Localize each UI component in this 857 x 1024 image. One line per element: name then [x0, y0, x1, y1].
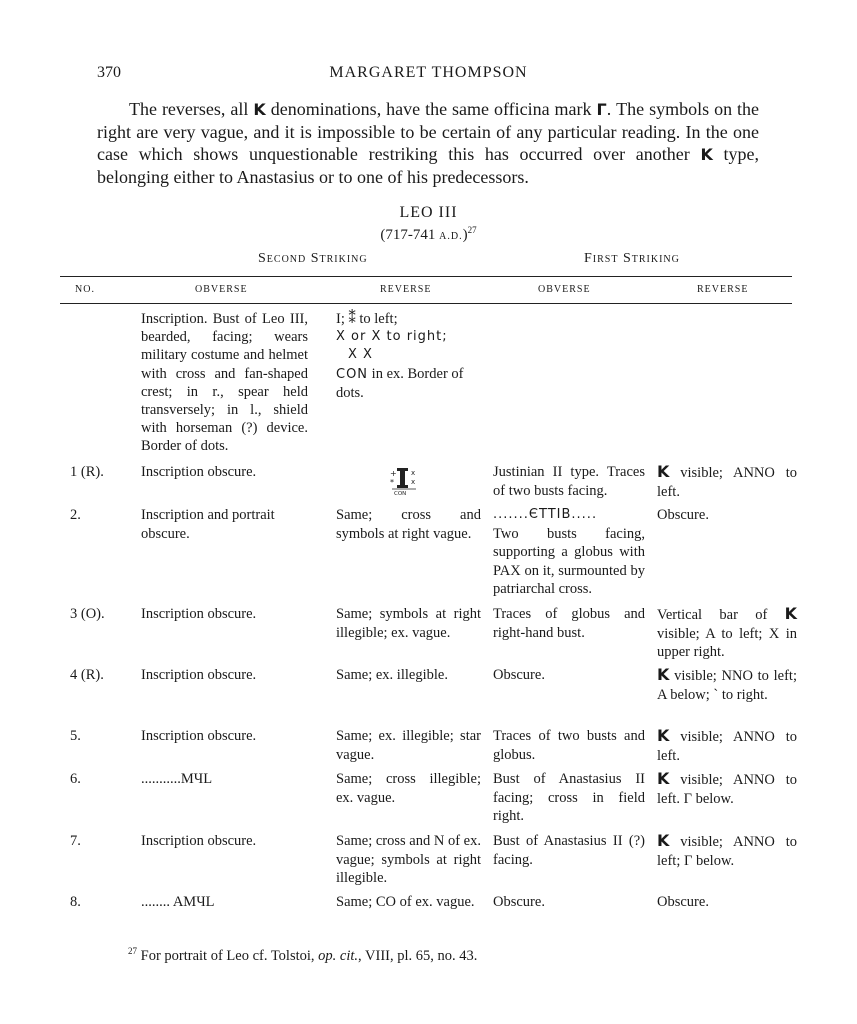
- intro-text-3: . The symbols on the right are very vague, and it is impossible to be certain of any particular reading. In the one case which shows unquestionable restriking this has occurred over another: [97, 99, 760, 164]
- gamma-symbol: Γ: [596, 100, 607, 119]
- page-number: 370: [97, 64, 121, 81]
- k-symbol: K: [657, 665, 670, 684]
- col-obverse-second: OBVERSE: [195, 284, 248, 295]
- k-symbol: K: [700, 145, 713, 164]
- row-number: 6.: [70, 771, 81, 787]
- row-first-reverse: Obscure.: [657, 507, 709, 523]
- row-reverse: Same; symbols at right illegible; ex. vague.: [336, 606, 481, 641]
- table-header-rule: [60, 303, 792, 304]
- row-first-obverse: [493, 506, 645, 599]
- svg-text:x: x: [411, 469, 416, 477]
- row-obverse: ...........MЧL: [141, 771, 213, 787]
- intro-text-4: type, belonging either to Anastasius or to one of his predecessors.: [97, 144, 760, 187]
- row-first-reverse-pre: Vertical bar of: [657, 607, 768, 623]
- monogram-icon: [386, 466, 426, 496]
- row-number: 4 (R).: [70, 667, 104, 683]
- row-obverse: ........ AMЧL: [141, 894, 215, 910]
- row-reverse: Same; cross and N of ex. vague; symbols at right illegible.: [336, 833, 481, 887]
- k-symbol: K: [657, 726, 670, 745]
- svg-text:*: *: [390, 478, 394, 487]
- row-reverse: Same; ex. illegible.: [336, 667, 448, 683]
- legend: .......ЄTTIB.....: [493, 507, 598, 522]
- row-number: 7.: [70, 833, 81, 849]
- k-symbol: K: [253, 100, 266, 119]
- svg-text:+: +: [390, 469, 397, 478]
- row-first-reverse-text: visible; ANNO to left. Γ below.: [657, 772, 797, 807]
- row-first-reverse: [657, 666, 797, 704]
- row-first-obverse-text: Two busts facing, supporting a globus with PAX on it, surmounted by patriarchal cross.: [493, 525, 645, 598]
- row-number: 3 (O).: [70, 606, 105, 622]
- k-symbol: K: [657, 831, 670, 850]
- intro-text-2: denominations, have the same officina mark: [270, 99, 592, 119]
- col-reverse-first: REVERSE: [697, 284, 749, 295]
- row-first-obverse: Bust of Anastasius II facing; cross in field right.: [493, 771, 645, 825]
- row-first-reverse: [657, 770, 797, 808]
- row-first-reverse: [657, 605, 797, 662]
- row-obverse: Inscription obscure.: [141, 728, 257, 744]
- table-top-rule: [60, 276, 792, 277]
- row-obverse: Inscription obscure.: [141, 464, 257, 480]
- svg-text:x: x: [411, 478, 416, 486]
- footnote-text: For portrait of Leo cf. Tolstoi,: [140, 947, 315, 964]
- desc-rev-line1: I; ⁑ to left;: [336, 311, 398, 327]
- desc-rev-line2: X or X to right;: [336, 329, 448, 345]
- row-number: 1 (R).: [70, 464, 104, 480]
- row-number: 8.: [70, 894, 81, 910]
- footnote: [128, 946, 477, 965]
- description-reverse: [336, 310, 478, 402]
- row-first-reverse: [657, 832, 797, 870]
- row-number: 5.: [70, 728, 81, 744]
- desc-rev-line3: X X: [348, 347, 373, 363]
- row-first-reverse-text: visible; A to left; X in upper right.: [657, 625, 797, 661]
- intro-text-1: The reverses, all: [129, 99, 249, 119]
- row-first-reverse-text: visible; NNO to left; A below; ` to right.: [657, 668, 797, 703]
- row-first-obverse: Traces of two busts and globus.: [493, 728, 645, 763]
- row-obverse: Inscription obscure.: [141, 667, 257, 683]
- running-head: MARGARET THOMPSON: [329, 64, 528, 81]
- row-reverse: Same; cross illegible; ex. vague.: [336, 771, 481, 806]
- col-no: NO.: [75, 284, 95, 295]
- desc-rev-con: CON: [336, 366, 369, 382]
- intro-paragraph: [97, 98, 759, 188]
- table-title: LEO III: [399, 204, 458, 221]
- row-first-reverse-text: visible; ANNO to left; Γ below.: [657, 834, 797, 869]
- first-striking-heading: First Striking: [584, 251, 680, 266]
- row-first-obverse: Traces of globus and right-hand bust.: [493, 606, 645, 641]
- dates-range: (717-741: [380, 227, 436, 243]
- row-first-obverse: Bust of Anastasius II (?) facing.: [493, 833, 645, 868]
- k-symbol: K: [657, 462, 670, 481]
- footnote-op-cit: op. cit.: [318, 947, 359, 964]
- table-dates: [0, 225, 857, 244]
- row-reverse: Same; CO of ex. vague.: [336, 894, 475, 910]
- row-reverse: Same; ex. illegible; star vague.: [336, 728, 481, 763]
- description-obverse: Inscription. Bust of Leo III, bearded, facing; wears military costume and helmet with cross and fan-shaped crest; in r., spear held transversely; in l., shield with horseman (?) device. Border of dots.: [141, 311, 308, 455]
- footnote-number: 27: [128, 946, 137, 956]
- col-reverse-second: REVERSE: [380, 284, 432, 295]
- footnote-rest: , VIII, pl. 65, no. 43.: [358, 947, 478, 964]
- row-obverse: Inscription obscure.: [141, 833, 257, 849]
- row-obverse: Inscription obscure.: [141, 606, 257, 622]
- col-obverse-first: OBVERSE: [538, 284, 591, 295]
- row-reverse: Same; cross and symbols at right vague.: [336, 507, 481, 542]
- row-number: 2.: [70, 507, 81, 523]
- desc-rev-line4: in ex. Border of dots.: [336, 365, 464, 401]
- row-first-reverse: [657, 727, 797, 765]
- row-first-obverse: Obscure.: [493, 667, 545, 683]
- k-symbol: K: [784, 604, 798, 623]
- dates-ad: A.D.: [439, 231, 463, 242]
- row-first-reverse: Obscure.: [657, 894, 709, 910]
- row-first-reverse-text: visible; ANNO to left.: [657, 465, 797, 500]
- row-first-obverse: Justinian II type. Traces of two busts facing.: [493, 464, 645, 499]
- k-symbol: K: [657, 769, 670, 788]
- row-first-obverse: Obscure.: [493, 894, 545, 910]
- footnote-ref: 27: [467, 225, 477, 235]
- row-first-reverse-text: visible; ANNO to left.: [657, 729, 797, 764]
- dates-close: ): [462, 227, 468, 243]
- row-first-reverse: [657, 463, 797, 501]
- monogram-con: CON: [394, 491, 407, 496]
- second-striking-heading: Second Striking: [258, 251, 368, 266]
- row-obverse: Inscription and portrait obscure.: [141, 507, 275, 542]
